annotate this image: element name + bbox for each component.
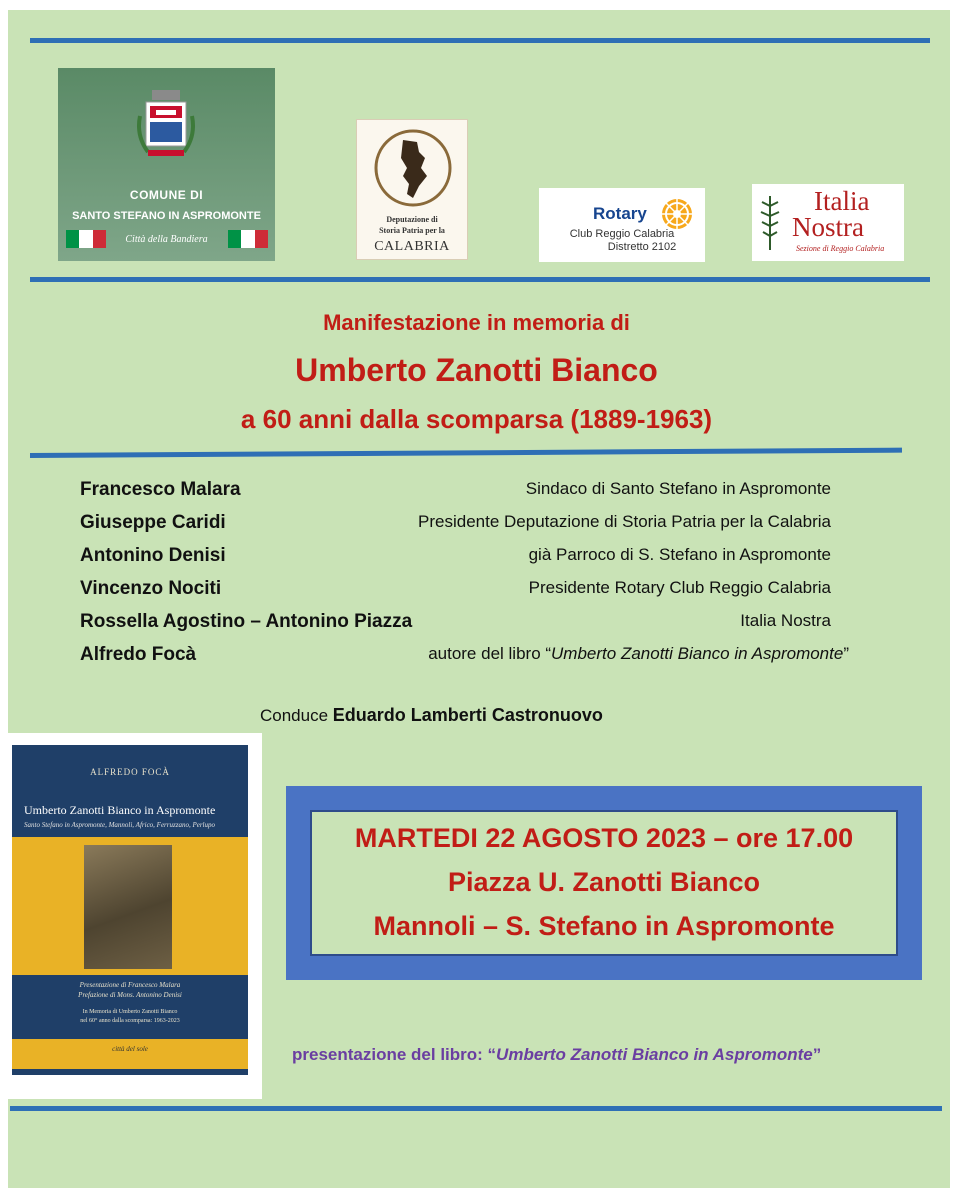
speaker-role: già Parroco di S. Stefano in Aspromonte	[528, 545, 831, 564]
speaker-name: Giuseppe Caridi	[80, 512, 226, 533]
deputazione-logo	[356, 119, 468, 260]
headline-line2: Umberto Zanotti Bianco	[295, 352, 658, 388]
conduce-label: Conduce	[260, 706, 329, 725]
book-title-italic: Umberto Zanotti Bianco in Aspromonte	[551, 644, 844, 663]
italia-word: Italia	[814, 186, 870, 216]
comune-line2: SANTO STEFANO IN ASPROMONTE	[72, 210, 261, 222]
book-title: Umberto Zanotti Bianco in Aspromonte	[24, 803, 216, 817]
comune-logo	[58, 68, 275, 261]
italia-nostra-logo	[752, 184, 904, 261]
speaker-role: Sindaco di Santo Stefano in Aspromonte	[525, 479, 831, 498]
deputazione-line3: CALABRIA	[374, 239, 450, 254]
book-memoria-1: In Memoria di Umberto Zanotti Bianco	[82, 1009, 178, 1015]
deputazione-line2: Storia Patria per la	[379, 226, 445, 235]
presentazione-title: Umberto Zanotti Bianco in Aspromonte	[496, 1045, 813, 1064]
speaker-name: Alfredo Focà	[80, 644, 197, 665]
book-memoria-2: nel 60° anno dalla scomparsa: 1963-2023	[80, 1018, 180, 1024]
crest-icon	[134, 86, 198, 168]
rotary-line1: Club Reggio Calabria	[569, 228, 675, 240]
rotary-wheel-icon	[660, 197, 694, 231]
nostra-word: Nostra	[792, 212, 864, 242]
rotary-name: Rotary	[593, 204, 647, 223]
comune-motto: Città della Bandiera	[125, 234, 208, 245]
comune-line1: COMUNE DI	[129, 188, 204, 202]
speaker-name: Francesco Malara	[80, 479, 241, 500]
presentazione-prefix: presentazione del libro: “	[292, 1045, 497, 1064]
rotary-logo	[539, 188, 705, 262]
speaker-name: Vincenzo Nociti	[80, 578, 222, 599]
speaker-role: Presidente Rotary Club Reggio Calabria	[528, 578, 831, 597]
role-prefix: autore del libro “	[428, 644, 552, 663]
italia-nostra-sub: Sezione di Reggio Calabria	[796, 244, 885, 253]
book-cover	[12, 745, 248, 1075]
top-rule	[30, 38, 930, 43]
headline-line1: Manifestazione in memoria di	[323, 310, 630, 335]
headline-line3: a 60 anni dalla scomparsa (1889-1963)	[240, 404, 713, 434]
speaker-role	[428, 644, 849, 664]
event-location: Mannoli – S. Stefano in Aspromonte	[373, 911, 835, 941]
book-photo	[84, 845, 172, 969]
conduce-line	[260, 705, 603, 726]
event-date: MARTEDI 22 AGOSTO 2023 – ore 17.00	[354, 823, 854, 853]
speaker-role: Presidente Deputazione di Storia Patria per la Calabria	[418, 512, 831, 531]
speaker-name: Antonino Denisi	[80, 545, 226, 566]
book-subtitle: Santo Stefano in Aspromonte, Mannoli, Africo, Ferruzzano, Perlupo	[24, 821, 216, 829]
book-publisher: città del sole	[112, 1045, 148, 1053]
role-suffix: ”	[843, 644, 849, 663]
book-prefazione: Prefazione di Mons. Antonino Denisi	[78, 991, 182, 999]
logo-rule	[30, 277, 930, 282]
bottom-rule	[10, 1106, 942, 1111]
rotary-line2: Distretto 2102	[607, 241, 677, 253]
event-place: Piazza U. Zanotti Bianco	[447, 867, 761, 897]
conduce-name: Eduardo Lamberti Castronuovo	[332, 705, 603, 725]
calabria-map-icon	[373, 128, 453, 208]
plant-icon	[758, 192, 782, 252]
book-author: ALFREDO FOCÀ	[90, 767, 170, 777]
presentazione-line	[292, 1045, 821, 1065]
speaker-role: Italia Nostra	[740, 611, 831, 630]
speaker-name: Rossella Agostino – Antonino Piazza	[80, 611, 413, 632]
book-presentazione: Presentazione di Francesco Malara	[79, 981, 181, 989]
deputazione-line1: Deputazione di	[386, 215, 438, 224]
presentazione-suffix: ”	[812, 1045, 822, 1064]
